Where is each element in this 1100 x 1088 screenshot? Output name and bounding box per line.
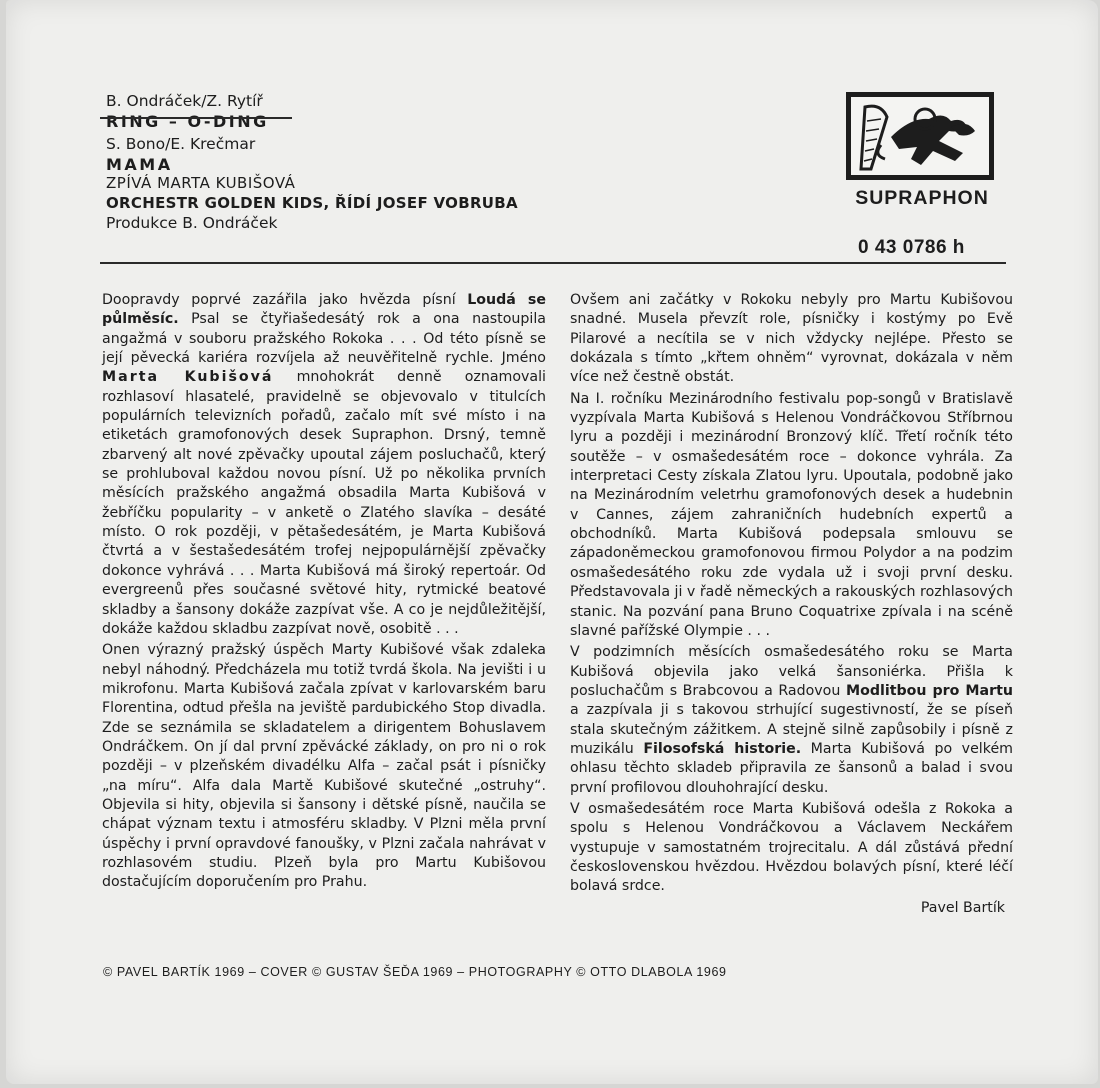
catalog-number: 0 43 0786 h [858, 237, 965, 258]
paragraph-text: Onen výrazný pražský úspěch Marty Kubišové však zdaleka nebyl náhodný. Předcházela mu totiž tvrdá škola. Na jevišti i u mikrofonu. Marta Kubišová začala zpívat v karlovarském baru Florentina, odtud přešla na jeviště pardubického Stop divadla. Zde se seznámila se skladatelem a dirigentem Bohuslavem Ondráčkem. On jí dal první zpěvácké základy, on pro ni o rok později – v plzeňském divadélku Alfa – začal psát i písničky „na míru“. Alfa dala Martě Kubišové skutečné „ostruhy“. Objevila si hity, objevila si šansony i dětské písně, naučila se chápat význam textu i atmosféru skladby. V Plzni měla první úspěchy i první opravdové fanoušky, v Plzni začala nahrávat v rozhlasovém studiu. Plzeň byla pro Martu Kubišovou dostačujícím doporučením pro Prahu. [102, 642, 546, 891]
paragraph-text: Na I. ročníku Mezinárodního festivalu pop-songů v Bratislavě vyzpívala Marta Kubišová s Helenou Vondráčkovou Stříbrnou lyru a později i mezinárodní Bronzový klíč. Třetí ročník této soutěže – v osmašedesátém roce – dokonce vyhrála. Za interpretaci Cesty získala Zlatou lyru. Upoutala, podobně jako na Mezinárodním veletrhu gramofonových desek a hudebnin v Cannes, zájem zahraničních hudebních expertů a obchodníků. Marta Kubišová podepsala smlouvu se západoněmeckou gramofonovou firmou Polydor a na podzim osmašedesátého roku zde vydala už i svoji první desku. Představovala ji v řadě německých a rakouských rozhlasových stanic. Na pozvání pana Bruno Coquatrixe zpívala i na scéně slavné pařížské Olympie . . . [570, 390, 1013, 639]
emphasized-text: Modlitbou pro Martu [845, 682, 1013, 699]
lion-harp-icon [851, 97, 989, 175]
liner-paragraph [102, 291, 546, 639]
paragraph-text: mnohokrát denně oznamovali rozhlasoví hlasatelé, pravidelně se objevovalo v titulcích populárních televizních pořadů, začalo mít své místo i na etiketách gramofonových desek Supraphon. Drsný, temně zbarvený alt nové zpěvačky upoutal zájem posluchačů, který se prohluboval každou novou písní. Už po několika prvních měsících pražského angažmá obsadila Marta Kubišová v žebříčku popularity – v anketě o Zlatého slavíka – desáté místo. O rok později, v pětašedesátém, je Marta Kubišová čtvrtá a v šestašedesátém trofej nejpopulárnější zpěvačky dokonce vyhrává . . . Marta Kubišová má široký repertoár. Od evergreenů přes současné světové hity, rytmické beatové skladby a šansony dokáže zazpívat vše. A co je nejdůležitější, dokáže každou skladbu zazpívat nově, osobitě . . . [102, 369, 546, 637]
header-divider [100, 262, 1006, 264]
copyright-line: © PAVEL BARTÍK 1969 – COVER © GUSTAV ŠEĎA 1969 – PHOTOGRAPHY © OTTO DLABOLA 1969 [103, 965, 727, 979]
emphasized-text: Marta Kubišová [102, 369, 274, 386]
track-credits [106, 92, 566, 233]
emphasized-text: Filosofská historie. [643, 740, 802, 757]
singer-credit: ZPÍVÁ MARTA KUBIŠOVÁ [106, 174, 296, 193]
track2-authors: S. Bono/E. Krečmar [106, 135, 256, 154]
liner-notes-left [102, 291, 546, 895]
liner-paragraph [570, 800, 1013, 897]
paragraph-text: Ovšem ani začátky v Rokoku nebyly pro Martu Kubišovou snadné. Musela převzít role, písničky i kostýmy po Evě Pilarové a necítila se v nich vždycky nejlépe. Přesto se dokázala s tímto „křtem ohněm“ vyrovnat, dokázala v něm více než čestně obstát. [570, 292, 1013, 386]
supraphon-logo-icon [846, 92, 994, 180]
producer-credit: Produkce B. Ondráček [106, 213, 278, 232]
paragraph-text: Marta Kubišová po velkém ohlasu těchto skladeb připravila ze šansonů a balad i svou první profilovou dlouhohrající desku. [570, 740, 1013, 796]
paragraph-text: a zazpívala ji s takovou strhující sugestivností, že se píseň stala skutečným zážitkem. A stejně silně zapůsobily i písně z muzikálu [570, 702, 1013, 757]
track2-title: MAMA [106, 154, 173, 174]
track1-title: RING – O-DING [106, 111, 269, 131]
title-divider [100, 117, 292, 119]
paragraph-text: V osmašedesátém roce Marta Kubišová odešla z Rokoka a spolu s Helenou Vondráčkovou a Václavem Neckářem vystupuje v samostatném trojrecitalu. A dál zůstává přední československou hvězdou. Hvězdou bolavých písní, které léčí bolavá srdce. [570, 800, 1013, 895]
liner-paragraph [570, 390, 1013, 641]
emphasized-text: Loudá se půlměsíc. [102, 292, 547, 328]
liner-paragraph [570, 291, 1013, 388]
brand-name: SUPRAPHON [855, 187, 989, 209]
liner-paragraph [102, 641, 546, 892]
track1-authors: B. Ondráček/Z. Rytíř [106, 92, 263, 110]
paragraph-text: V podzimních měsících osmašedesátého roku se Marta Kubišová objevila jako velká šansoniérka. Přišla k posluchačům s Brabcovou a Radovou [570, 644, 1013, 699]
liner-paragraph [570, 643, 1013, 798]
paragraph-text: Psal se čtyřiašedesátý rok a ona nastoupila angažmá v souboru pražského Rokoka . . . Od této písně se její pěvecká kariéra rozvíjela až neuvěřitelně rychle. Jméno [102, 311, 546, 367]
liner-notes-right [570, 291, 1013, 918]
paragraph-text: Doopravdy poprvé zazářila jako hvězda písní [102, 292, 468, 308]
orchestra-credit: ORCHESTR GOLDEN KIDS, ŘÍDÍ JOSEF VOBRUBA [106, 193, 518, 212]
author-signature: Pavel Bartík [920, 899, 1005, 916]
